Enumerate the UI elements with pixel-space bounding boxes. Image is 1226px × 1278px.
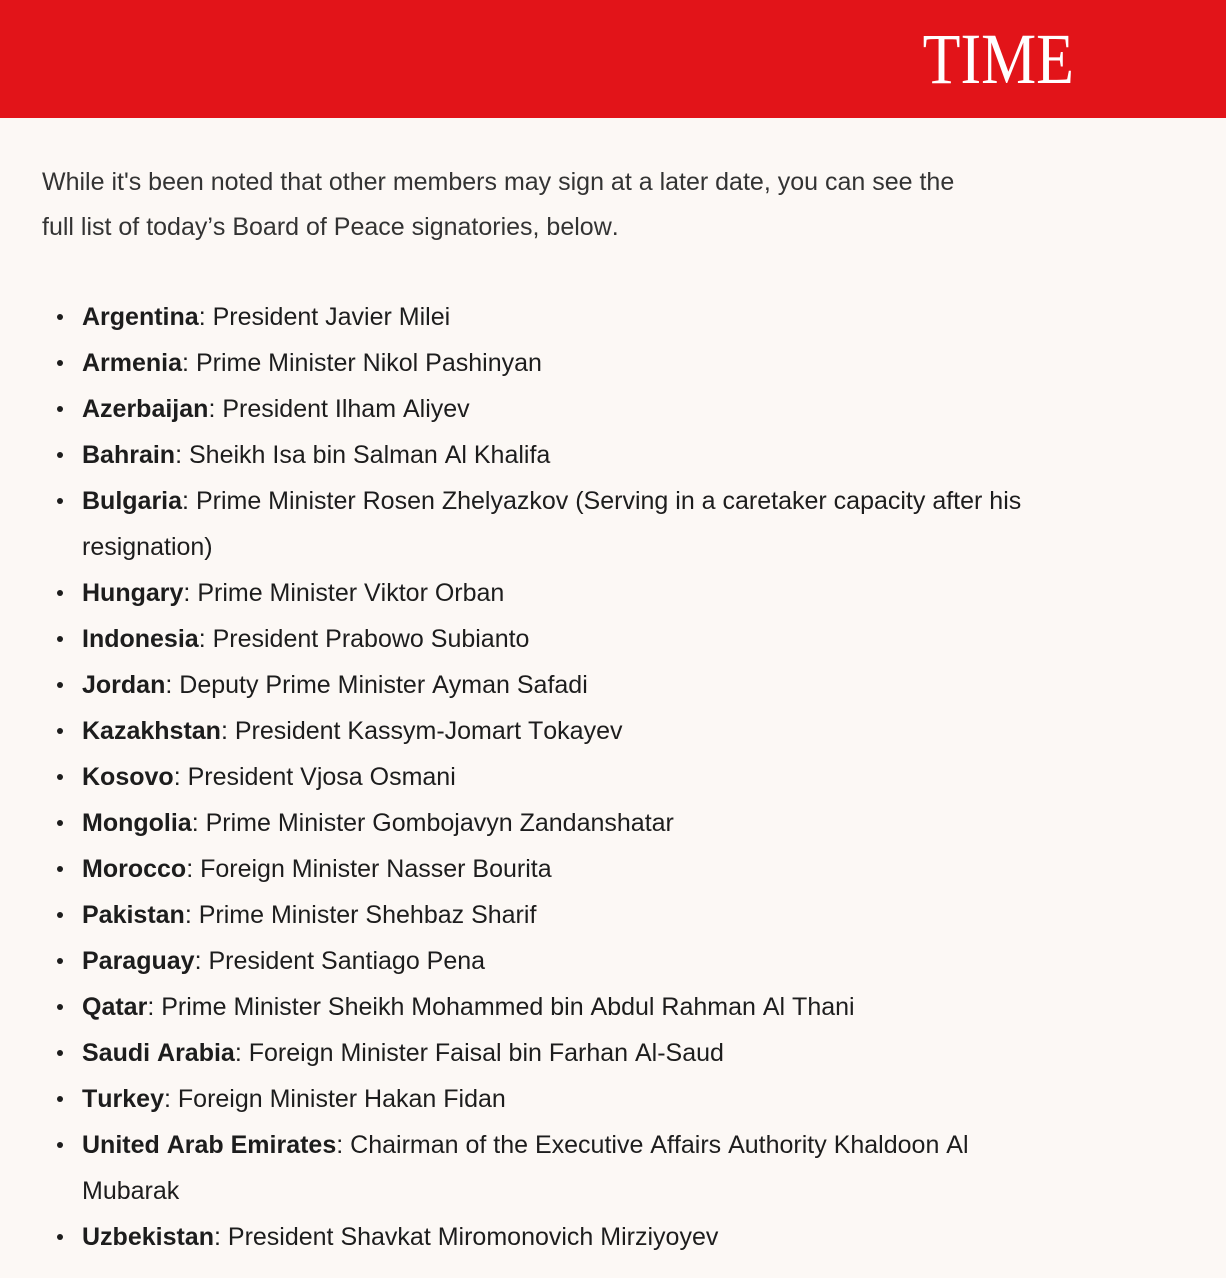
signatory-item (42, 616, 1027, 662)
signatory-detail: Deputy Prime Minister Ayman Safadi (179, 671, 588, 699)
signatory-item (42, 340, 1027, 386)
separator: : (198, 303, 213, 331)
signatory-detail: President Ilham Aliyev (222, 395, 470, 423)
separator: : (336, 1131, 351, 1159)
separator: : (213, 1223, 228, 1251)
country-name: Azerbaijan (82, 395, 209, 423)
country-name: United Arab Emirates (82, 1131, 337, 1159)
country-name: Pakistan (82, 901, 185, 929)
signatory-detail: Prime Minister Viktor Orban (197, 579, 505, 607)
signatory-item (42, 294, 1027, 340)
separator: : (165, 671, 180, 699)
time-logo[interactable]: TIME (922, 19, 1074, 99)
signatory-detail: President Shavkat Miromonovich Mirziyoyev (227, 1223, 719, 1251)
signatory-item (42, 478, 1027, 570)
signatory-item (42, 800, 1027, 846)
separator: : (183, 579, 198, 607)
separator: : (186, 855, 201, 883)
separator: : (182, 349, 196, 377)
signatory-item (42, 662, 1027, 708)
signatory-detail: President Santiago Pena (208, 947, 486, 975)
separator: : (147, 993, 162, 1021)
country-name: Morocco (82, 855, 187, 883)
country-name: Argentina (82, 303, 199, 331)
intro-paragraph: While it's been noted that other members may sign at a later date, you can see the full list of today’s Board of Peace signatories, below. (42, 168, 955, 241)
signatory-detail: Prime Minister Sheikh Mohammed bin Abdul Rahman Al Thani (161, 993, 855, 1021)
country-name: Armenia (82, 349, 183, 377)
signatory-detail: Prime Minister Nikol Pashinyan (195, 349, 542, 377)
country-name: Bulgaria (82, 487, 183, 515)
signatory-item (42, 570, 1027, 616)
separator: : (208, 395, 223, 423)
signatory-detail: Chairman of the Executive Affairs Authority Khaldoon Al Mubarak (82, 1131, 969, 1205)
country-name: Qatar (82, 993, 148, 1021)
signatory-item (42, 938, 1027, 984)
signatory-item (42, 1076, 1027, 1122)
separator: : (173, 763, 188, 791)
site-header (0, 0, 1226, 118)
signatory-detail: President Prabowo Subianto (212, 625, 530, 653)
country-name: Hungary (82, 579, 184, 607)
separator: : (175, 441, 189, 469)
country-name: Bahrain (82, 441, 176, 469)
signatory-item (42, 754, 1027, 800)
country-name: Paraguay (82, 947, 195, 975)
signatories-list (42, 294, 1027, 1260)
signatory-item (42, 1214, 1027, 1260)
country-name: Indonesia (82, 625, 199, 653)
separator: : (184, 901, 199, 929)
separator: : (163, 1085, 178, 1113)
signatory-item (42, 846, 1027, 892)
signatory-detail: Prime Minister Shehbaz Sharif (198, 901, 537, 929)
signatory-detail: Prime Minister Gombojavyn Zandanshatar (205, 809, 674, 837)
article-body (0, 118, 1226, 1260)
separator: : (220, 717, 235, 745)
country-name: Uzbekistan (82, 1223, 214, 1251)
signatory-detail: President Javier Milei (212, 303, 451, 331)
separator: : (234, 1039, 249, 1067)
signatory-detail: President Vjosa Osmani (187, 763, 456, 791)
country-name: Mongolia (82, 809, 192, 837)
signatory-detail: Foreign Minister Nasser Bourita (200, 855, 552, 883)
country-name: Jordan (82, 671, 166, 699)
separator: : (194, 947, 209, 975)
signatory-item (42, 984, 1027, 1030)
separator: : (191, 809, 206, 837)
signatory-item (42, 1030, 1027, 1076)
signatory-detail: President Kassym-Jomart Tokayev (234, 717, 623, 745)
separator: : (198, 625, 213, 653)
signatory-item (42, 386, 1027, 432)
signatory-detail: Prime Minister Rosen Zhelyazkov (Serving in a caretaker capacity after his resignation) (82, 487, 1022, 561)
separator: : (182, 487, 196, 515)
country-name: Saudi Arabia (82, 1039, 235, 1067)
signatory-item (42, 432, 1027, 478)
country-name: Turkey (82, 1085, 164, 1113)
signatory-item (42, 1122, 1027, 1214)
signatory-item (42, 892, 1027, 938)
signatory-detail: Foreign Minister Faisal bin Farhan Al-Saud (248, 1039, 724, 1067)
signatory-detail: Sheikh Isa bin Salman Al Khalifa (189, 441, 551, 469)
country-name: Kosovo (82, 763, 174, 791)
signatory-detail: Foreign Minister Hakan Fidan (177, 1085, 506, 1113)
signatory-item (42, 708, 1027, 754)
country-name: Kazakhstan (82, 717, 221, 745)
